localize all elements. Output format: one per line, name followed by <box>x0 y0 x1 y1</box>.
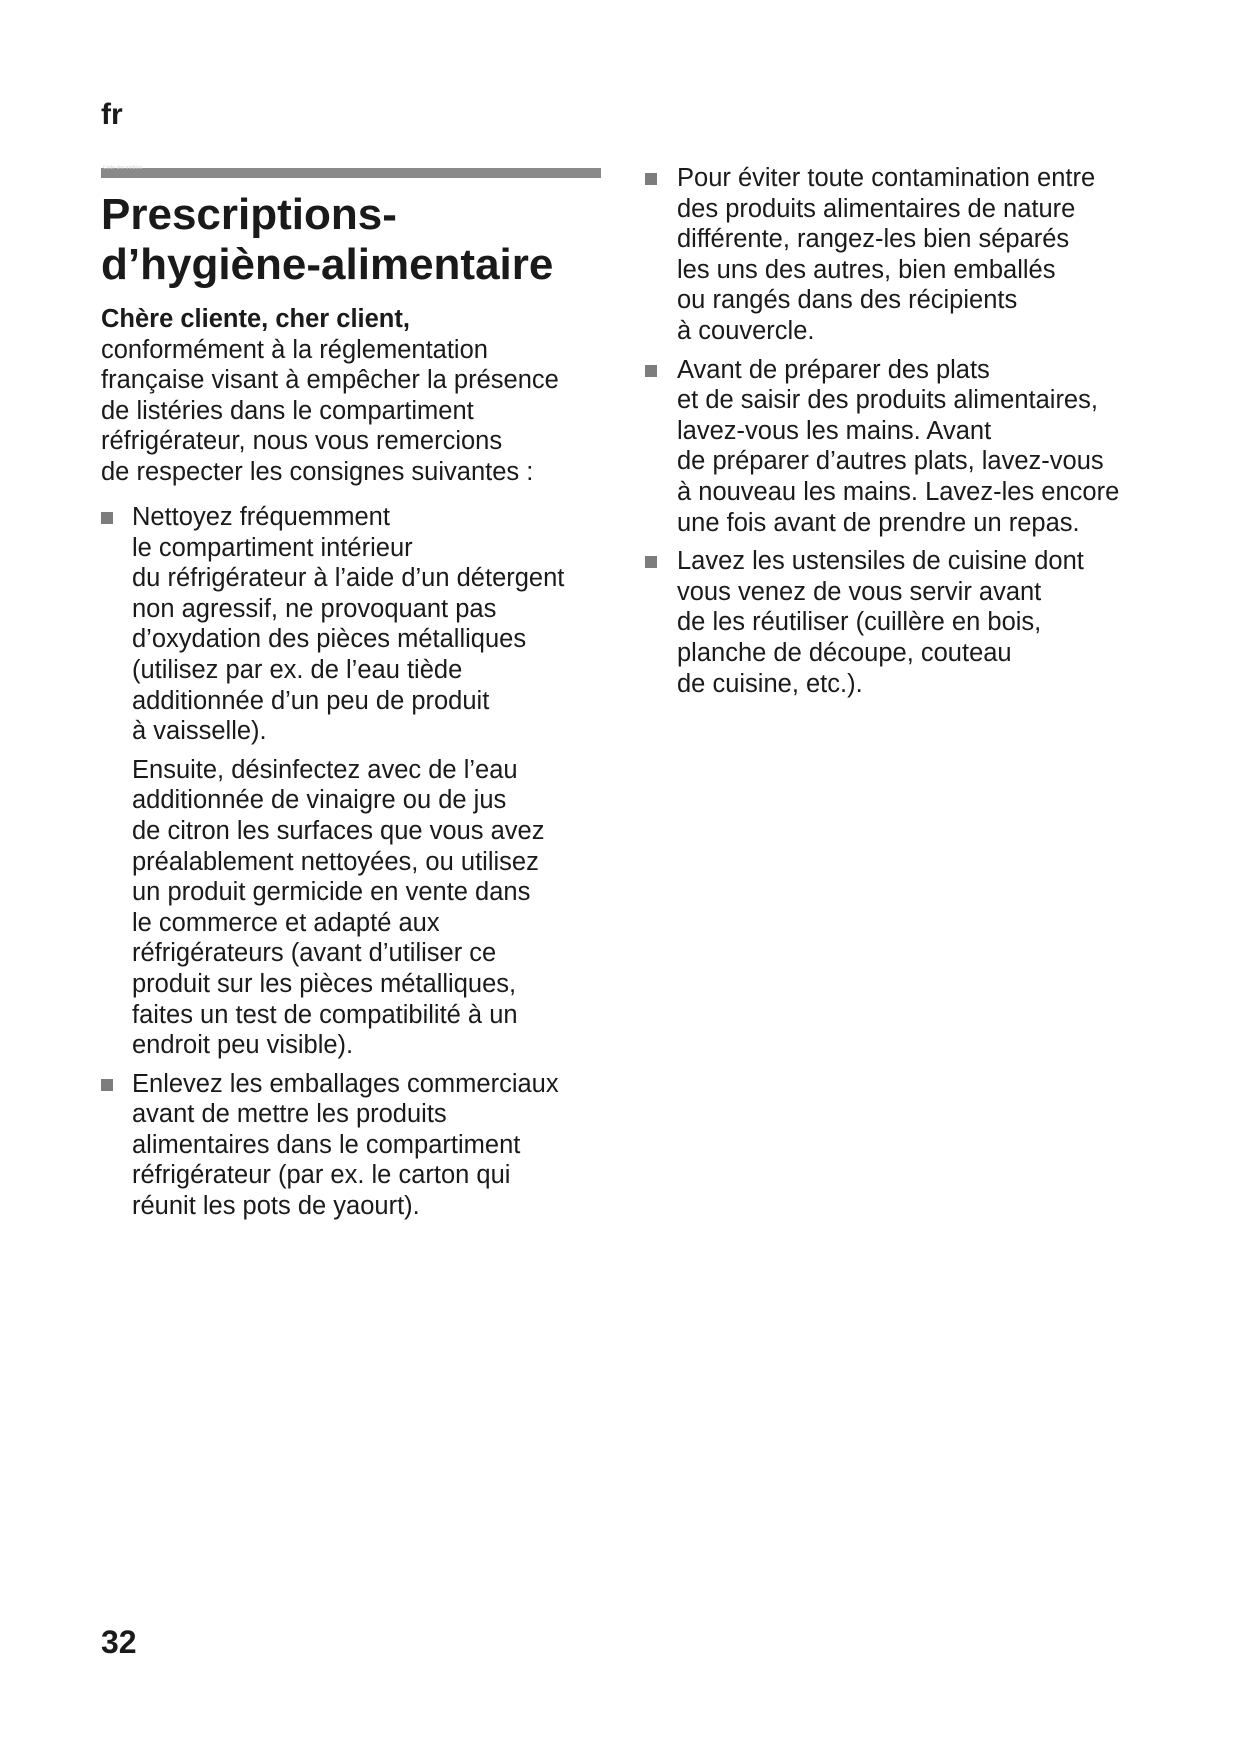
list-item-text: Pour éviter toute contamination entre des produits alimentaires de nature différente, rangez-les bien séparés les uns des autres, bien emballés ou rangés dans des récipients à couvercle. <box>677 164 1096 345</box>
intro-block <box>101 304 621 488</box>
list-item <box>101 1069 611 1222</box>
square-bullet-icon <box>645 173 657 185</box>
language-code: fr <box>101 98 123 131</box>
right-instruction-list <box>645 163 1145 699</box>
greeting: Chère cliente, cher client, <box>101 305 410 333</box>
list-item <box>645 546 1145 699</box>
section-divider <box>101 165 601 178</box>
list-item-text: Enlevez les emballages commerciaux avant de mettre les produits alimentaires dans le compartiment réfrigérateur (par ex. le carton qui réunit les pots de yaourt). <box>132 1069 559 1221</box>
intro-text: conformément à la réglementation française visant à empêcher la présence de listéries dans le compartiment réfrigérateur, nous vous remercions de respecter les consignes suivantes : <box>101 335 559 486</box>
list-item <box>645 355 1145 539</box>
section-title-line: Prescriptions- <box>101 190 397 239</box>
list-item-text: Lavez les ustensiles de cuisine dont vous venez de vous servir avant de les réutiliser (cuillère en bois, planche de découpe, couteau de cuisine, etc.). <box>677 547 1084 698</box>
divider-note: Code des métiers <box>103 165 143 171</box>
list-item-text: Avant de préparer des plats et de saisir des produits alimentaires, lavez-vous les mains. Avant de préparer d’autres plats, lavez-vous à nouveau les mains. Lavez-les encore une fois avant de prendre un repas. <box>677 355 1120 537</box>
square-bullet-icon <box>645 556 657 568</box>
section-title-line: d’hygiène-alimentaire <box>101 240 554 289</box>
page-number: 32 <box>101 1624 137 1660</box>
square-bullet-icon <box>645 365 657 377</box>
list-item-text: Ensuite, désinfectez avec de l’eau additionnée de vinaigre ou de jus de citron les surfaces que vous avez préalablement nettoyées, ou utilisez un produit germicide en vente dans le commerce et adapté aux réfrigérateurs (avant d’utiliser ce produit sur les pièces métalliques, faites un test de compatibilité à un endroit peu visible). <box>132 755 545 1060</box>
section-title <box>101 190 621 290</box>
list-item-text: Nettoyez fréquemment le compartiment intérieur du réfrigérateur à l’aide d’un détergent non agressif, ne provoquant pas d’oxydation des pièces métalliques (utilisez par ex. de l’eau tiède additionnée d’un peu de produit à vaisselle). <box>132 503 565 746</box>
square-bullet-icon <box>101 1079 113 1091</box>
square-bullet-icon <box>101 512 113 524</box>
list-item <box>101 502 611 1061</box>
left-instruction-list <box>101 502 611 1222</box>
list-item <box>645 163 1145 347</box>
